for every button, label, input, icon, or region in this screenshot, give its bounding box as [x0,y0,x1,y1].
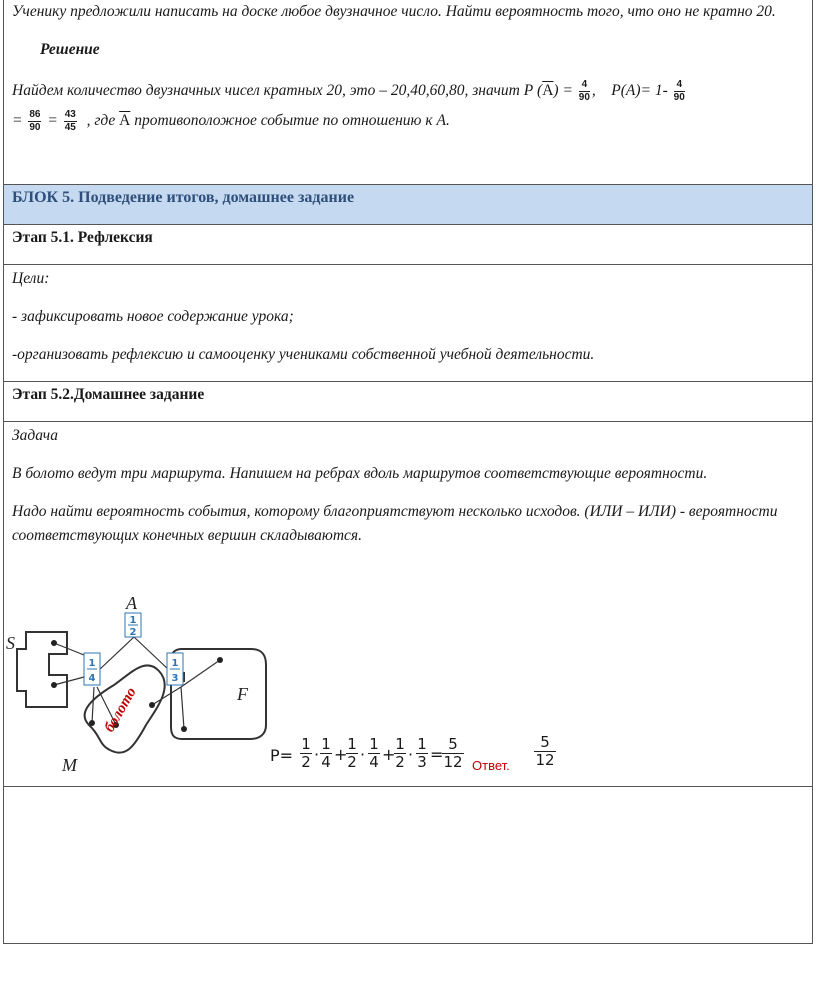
label-f: F [237,684,248,704]
solution-text: Найдем количество двузначных чисел кратных 20, это – 20,40,60,80, значит Р ( [12,82,543,99]
label-s: S [6,633,15,653]
swamp-label: болото [101,684,140,735]
stage51-content [4,265,812,382]
term1: 1 2 [301,735,311,771]
stage51-title: Этап 5.1. Рефлексия [4,225,812,265]
lesson-table [3,0,813,944]
label-m: M [62,755,77,775]
stage52-title: Этап 5.2.Домашнее задание [4,382,812,422]
not-a-symbol-2: А [119,112,131,129]
svg-text:4: 4 [88,673,96,684]
term3: 1 2 [347,735,357,771]
solution-heading: Решение [40,41,100,58]
dot3: · [408,745,414,764]
solution-line1 [12,76,804,106]
route-diagram [4,597,304,777]
stage52-content [4,422,812,787]
edge-frac-left [84,653,100,685]
probability-formula [270,734,570,780]
edge-frac-a [125,613,141,638]
svg-text:3: 3 [171,673,179,684]
fraction-4-90: $\frac{4}{90}$ [578,78,590,103]
label-a: A [126,597,137,613]
term2: 1 4 [321,735,331,771]
fraction-86-90: $\frac{86}{90}$ [29,108,41,133]
equals: = [430,745,444,764]
task1-row [4,0,812,185]
dot2: · [360,745,366,764]
answer-label: Ответ. [472,758,510,773]
p-label: P= [270,746,294,765]
fraction-4-90-b: $\frac{4}{90}$ [673,78,685,103]
term5: 1 2 [395,735,405,771]
svg-text:1: 1 [88,658,96,669]
fraction-43-45: $\frac{43}{45}$ [64,108,76,133]
block5-header: БЛОК 5. Подведение итогов, домашнее задание [4,185,812,225]
dot1: · [314,745,320,764]
task-label: Задача [12,427,58,444]
svg-text:1: 1 [129,615,137,626]
answer-fraction: 5 12 [535,733,555,769]
where-rest: противоположное событие по отношению к А. [134,112,450,129]
goal-2: -организовать рефлексию и самооценку учениками собственной учебной деятельности. [12,346,595,363]
svg-text:1: 1 [171,658,179,669]
result: 5 12 [443,735,463,771]
plus2: + [382,745,396,764]
task-paragraph-2: Надо найти вероятность события, которому благоприятствуют несколько исходов. (ИЛИ – ИЛИ) - вероятности соответствующих конечных вершин складываются. [12,503,778,544]
goals-label: Цели: [12,270,50,287]
not-a-symbol: А [542,82,554,99]
solution-eq: ) = [553,82,573,99]
term4: 1 4 [369,735,379,771]
term6: 1 3 [417,735,427,771]
plus1: + [334,745,348,764]
where-text: , где [86,112,116,129]
empty-row [4,787,812,944]
task-paragraph-1: В болото ведут три маршрута. Напишем на ребрах вдоль маршрутов соответствующие вероятности. [12,465,708,482]
svg-text:2: 2 [129,627,137,638]
pa-text: Р(А)= 1- [611,82,668,99]
start-region [17,632,67,707]
equals-sign: = [12,112,23,129]
goal-1: - зафиксировать новое содержание урока; [12,308,294,325]
comma: , [591,82,596,99]
edge-frac-right [167,653,183,685]
task1-problem: Ученику предложили написать на доске любое двузначное число. Найти вероятность того, что оно не кратно 20. [12,3,776,20]
equals-sign-2: = [47,112,58,129]
solution-line2 [12,106,804,136]
